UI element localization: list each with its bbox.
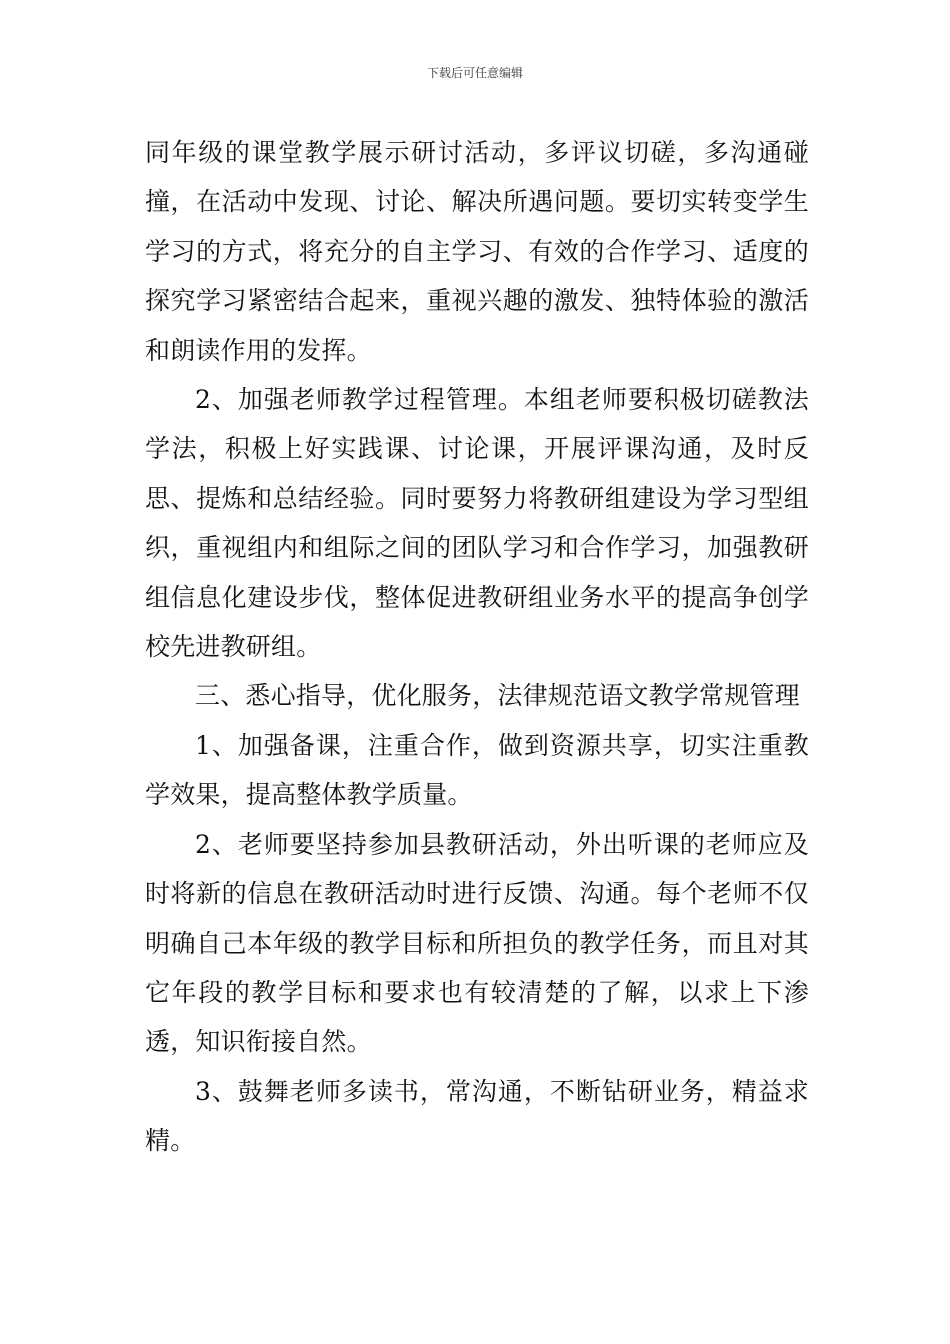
page-header: 下载后可任意编辑 bbox=[426, 66, 523, 80]
paragraph-continuation: 同年级的课堂教学展示研讨活动，多评议切磋，多沟通碰撞，在活动中发现、讨论、解决所遇问题。要切实转变学生学习的方式，将充分的自主学习、有效的合作学习、适度的探究学习紧密结合起来，重视兴趣的激发、独特体验的激活和朗读作用的发挥。 bbox=[145, 138, 809, 365]
section-heading-three: 三、悉心指导，优化服务，法律规范语文教学常规管理 bbox=[195, 681, 800, 711]
paragraph-teaching-process: 2、加强老师教学过程管理。本组老师要积极切磋教法学法，积极上好实践课、讨论课，开展评课沟通，及时反思、提炼和总结经验。同时要努力将教研组建设为学习型组织，重视组内和组际之间的团队学习和合作学习，加强教研组信息化建设步伐，整体促进教研组业务水平的提高争创学校先进教研组。 bbox=[145, 385, 809, 662]
paragraph-lesson-prep: 1、加强备课，注重合作，做到资源共享，切实注重教学效果，提高整体教学质量。 bbox=[145, 730, 809, 810]
paragraph-research-activities: 2、老师要坚持参加县教研活动，外出听课的老师应及时将新的信息在教研活动时进行反馈、沟通。每个老师不仅明确自己本年级的教学目标和所担负的教学任务，而且对其它年段的教学目标和要求也有较清楚的了解，以求上下渗透，知识衔接自然。 bbox=[145, 829, 809, 1057]
paragraph-reading: 3、鼓舞老师多读书，常沟通，不断钻研业务，精益求精。 bbox=[145, 1076, 809, 1156]
document-body bbox=[145, 128, 809, 1166]
